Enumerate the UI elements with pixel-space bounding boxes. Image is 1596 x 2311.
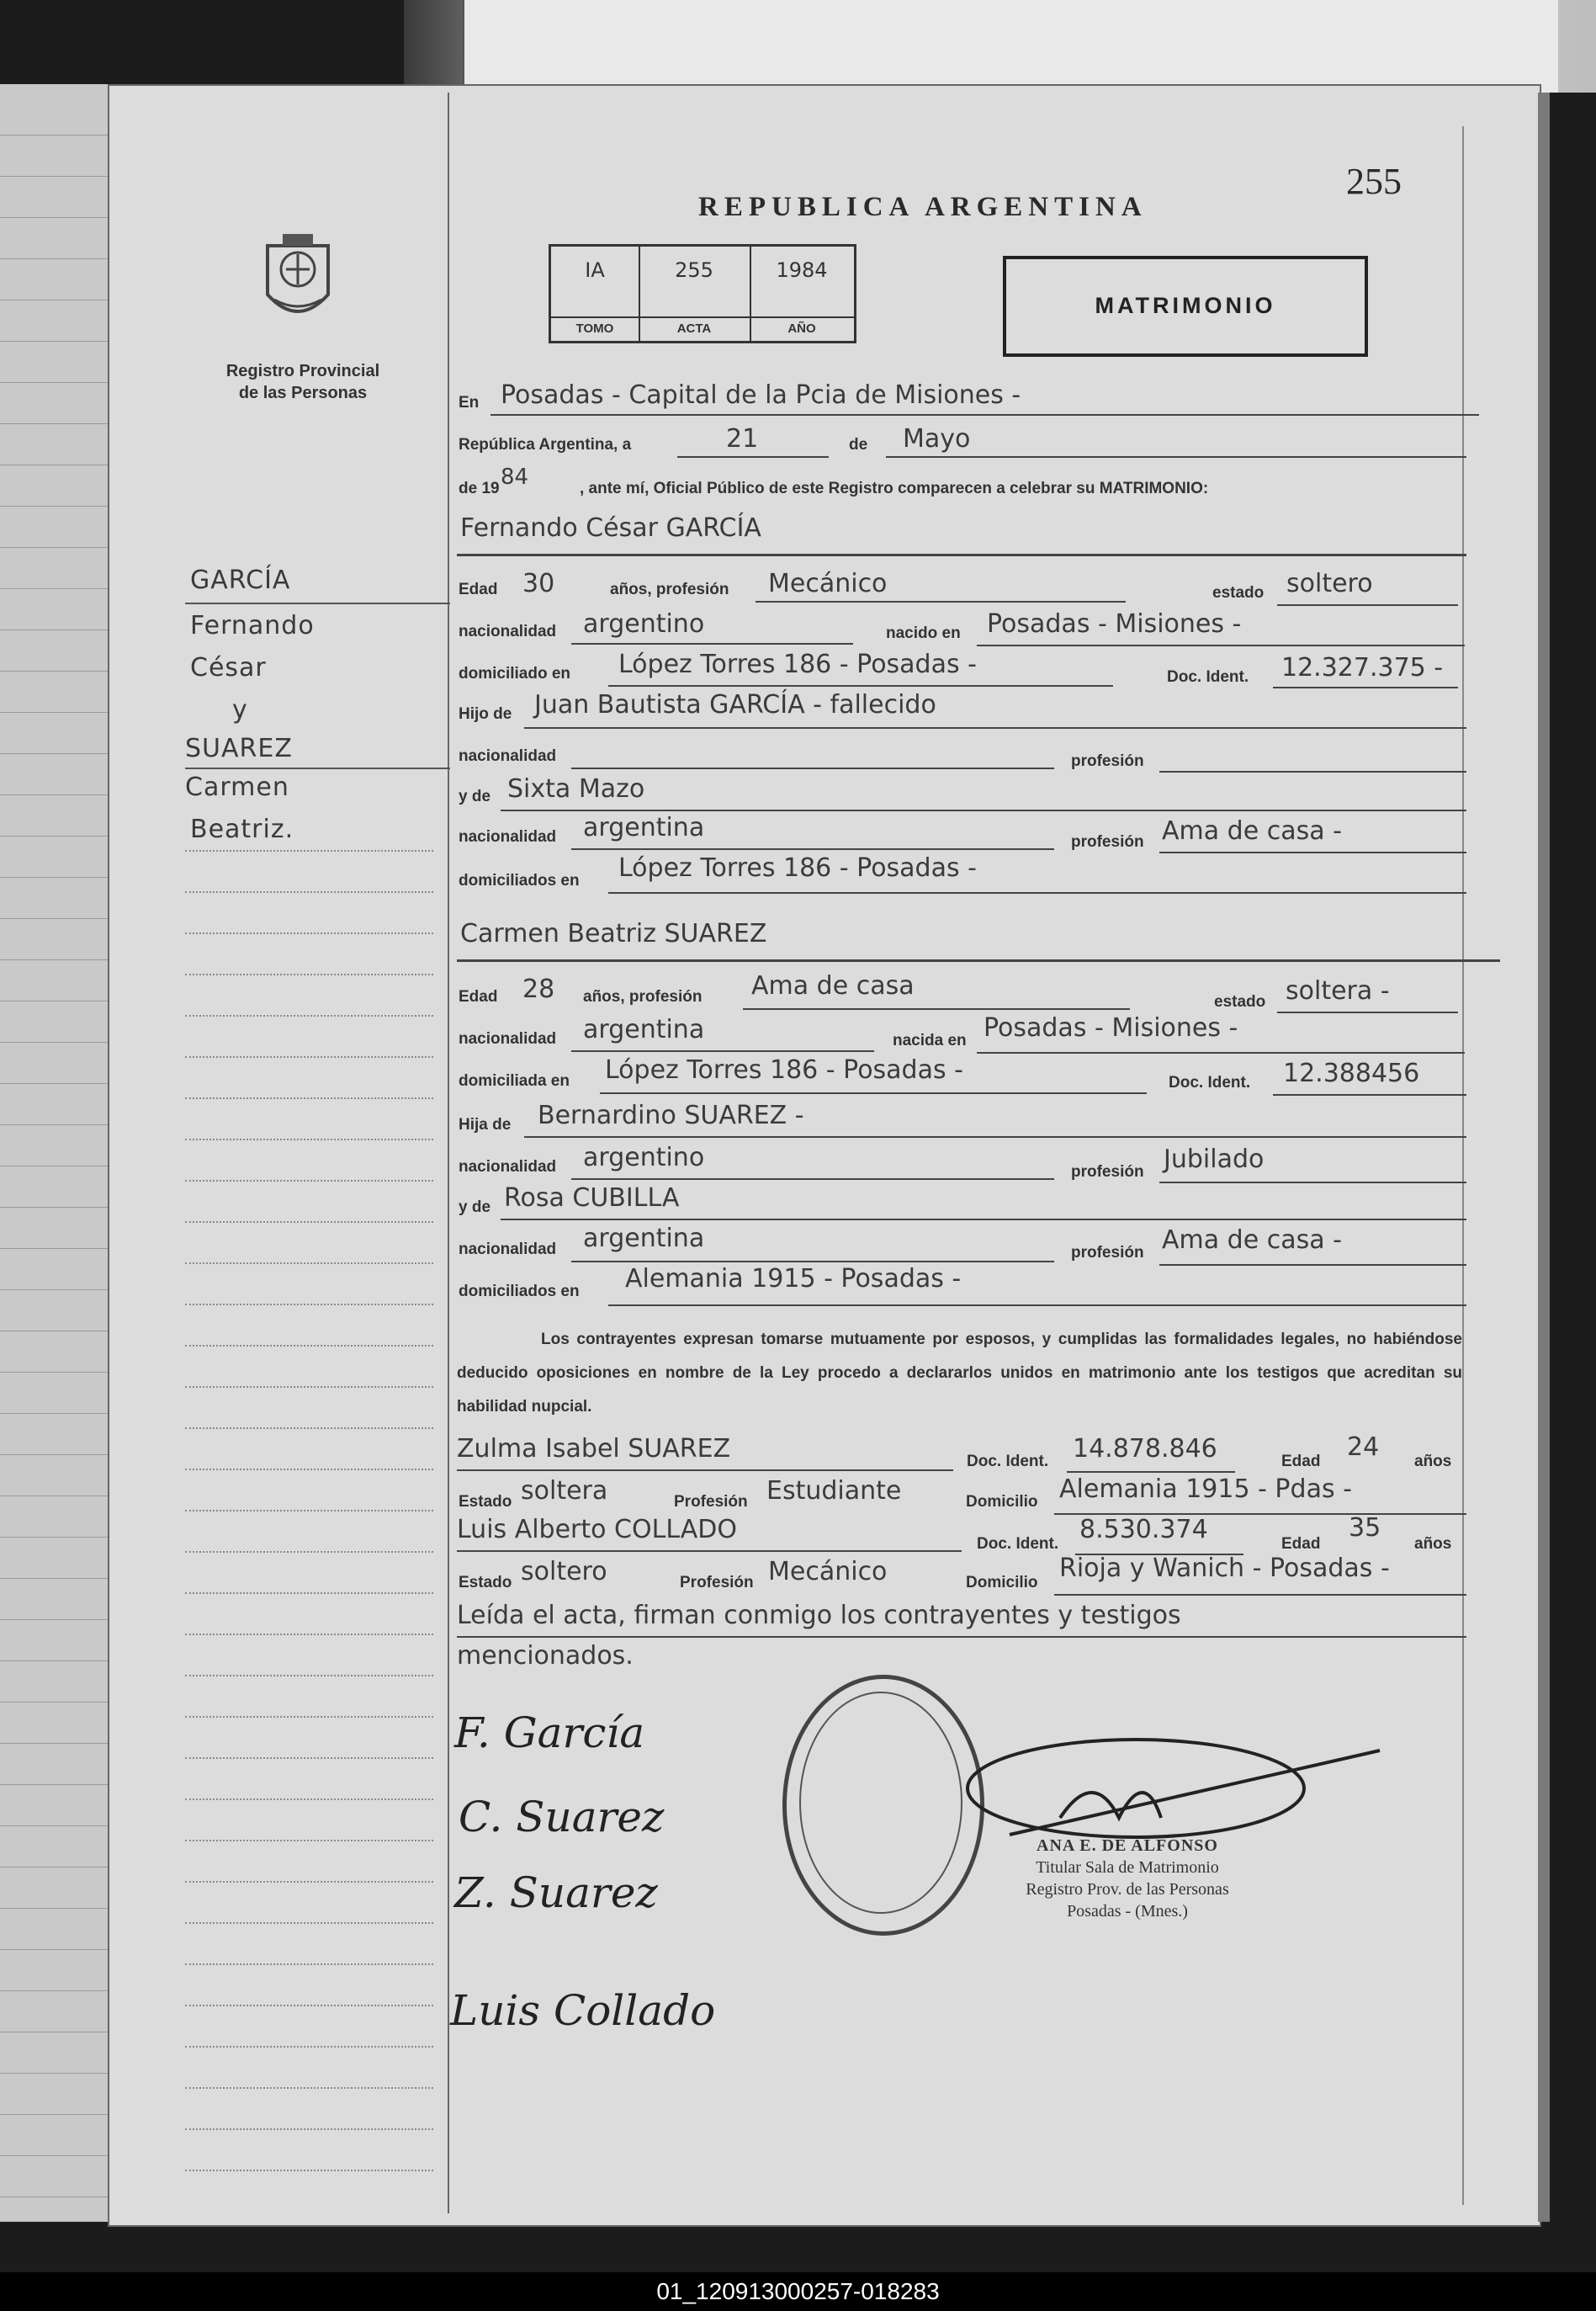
margin-dotted-line (185, 2046, 433, 2048)
bride-full-name: Carmen Beatriz SUAREZ (460, 919, 767, 948)
place-value: Posadas - Capital de la Pcia de Misiones - (501, 380, 1021, 410)
groom-address: López Torres 186 - Posadas - (618, 650, 977, 679)
estado-label: Estado (459, 1574, 512, 1591)
bride-birthplace: Posadas - Misiones - (984, 1013, 1238, 1043)
witness1-profession: Estudiante (766, 1476, 902, 1506)
bride-father-profession: Jubilado (1164, 1145, 1265, 1174)
underline (1273, 1094, 1466, 1096)
domiciliados-label: domiciliados en (459, 872, 580, 890)
margin-dotted-line (185, 1304, 433, 1305)
previous-page-line (0, 588, 114, 589)
edad-label: Edad (459, 581, 498, 598)
previous-page-line (0, 794, 114, 795)
margin-dotted-line (185, 1634, 433, 1635)
anio-label: AÑO (750, 316, 854, 336)
estado-label: estado (1212, 584, 1265, 602)
groom-full-name: Fernando César GARCÍA (460, 513, 761, 543)
underline (571, 1178, 1054, 1180)
bride-parents-address-row (457, 1264, 1466, 1308)
acta-cell (639, 247, 751, 341)
groom-nationality: argentino (583, 609, 705, 639)
official-name: ANA E. DE ALFONSO (1037, 1836, 1218, 1855)
previous-page-line (0, 2114, 114, 2115)
margin-dotted-line (185, 1015, 433, 1017)
domiciliado-label: domiciliado en (459, 665, 571, 683)
margin-dotted-line (185, 1510, 433, 1511)
doc-label: Doc. Ident. (967, 1453, 1049, 1470)
previous-page-line (0, 1784, 114, 1785)
previous-page-line (0, 1248, 114, 1249)
profesion-label: profesión (1071, 1163, 1144, 1181)
official-title: Titular Sala de Matrimonio (1036, 1858, 1219, 1877)
month-value: Mayo (903, 424, 971, 454)
signature-witness2: Luis Collado (450, 1986, 716, 2035)
tomo-cell (551, 247, 640, 341)
declaration-text: Los contrayentes expresan tomarse mutuamente por esposos, y cumplidas las formalidades legales, no habiéndose deducido oposiciones en nombre de la Ley procedo a declararlos unidos en matrimonio ante los testigos que acreditan su habilidad nupcial. (457, 1331, 1462, 1416)
margin-dotted-line (185, 1881, 433, 1883)
signature-bride: C. Suarez (459, 1793, 665, 1841)
statement-text: , ante mí, Oficial Público de este Registro comparecen a celebrar su MATRIMONIO: (580, 480, 1209, 497)
previous-page-line (0, 712, 114, 713)
doc-label: Doc. Ident. (1167, 668, 1249, 686)
underline (571, 768, 1054, 769)
closing-row (457, 1602, 1466, 1678)
previous-page-line (0, 341, 114, 342)
doc-label: Doc. Ident. (977, 1535, 1059, 1553)
underline (1159, 1264, 1466, 1266)
domicilio-label: Domicilio (966, 1493, 1038, 1511)
underline (501, 1219, 1466, 1220)
republica-label: República Argentina, a (459, 436, 632, 454)
signature-groom: F. García (454, 1708, 645, 1757)
previous-page-line (0, 1619, 114, 1620)
witness2-address: Rioja y Wanich - Posadas - (1059, 1554, 1390, 1583)
margin-dotted-line (185, 1180, 433, 1182)
year-suffix: 84 (501, 465, 529, 490)
margin-dotted-line (185, 1716, 433, 1718)
previous-page-line (0, 2073, 114, 2074)
nacionalidad-label: nacionalidad (459, 1241, 557, 1258)
underline (571, 1261, 1054, 1262)
tomo-value: IA (585, 258, 605, 282)
previous-page-line (0, 1042, 114, 1043)
bride-father-nat-row (457, 1143, 1466, 1185)
underline (1273, 687, 1458, 688)
bride-profession: Ama de casa (751, 971, 915, 1001)
groom-doc: 12.327.375 - (1281, 653, 1444, 683)
anos-profesion-label: años, profesión (610, 581, 729, 598)
act-type-box (1003, 256, 1368, 357)
previous-page-line (0, 1949, 114, 1950)
bride-mother-row (457, 1185, 1466, 1224)
witness1-address: Alemania 1915 - Pdas - (1059, 1474, 1352, 1504)
underline (457, 1636, 1466, 1638)
underline (501, 810, 1466, 811)
witness1-age: 24 (1347, 1432, 1380, 1462)
domiciliada-label: domiciliada en (459, 1072, 570, 1090)
underline (600, 1092, 1147, 1094)
bride-father-row (457, 1102, 1466, 1141)
margin-groom-name2: César (190, 653, 267, 683)
groom-nat-row (457, 611, 1466, 650)
groom-birthplace: Posadas - Misiones - (987, 609, 1242, 639)
tomo-label: TOMO (551, 316, 639, 336)
margin-dotted-line (185, 1345, 433, 1347)
groom-estado: soltero (1286, 569, 1373, 598)
en-label: En (459, 394, 480, 412)
nacionalidad-label: nacionalidad (459, 623, 557, 640)
column-rule (448, 93, 449, 2213)
witness2-name: Luis Alberto COLLADO (457, 1515, 737, 1544)
margin-dotted-line (185, 1056, 433, 1058)
registry-line-2: de las Personas (238, 384, 368, 402)
previous-page-line (0, 2155, 114, 2156)
margin-rule (185, 603, 450, 604)
margin-dotted-line (185, 891, 433, 893)
underline (571, 848, 1054, 850)
profesion-label: Profesión (674, 1493, 748, 1511)
witness1-detail-row (457, 1474, 1466, 1517)
previous-page-line (0, 877, 114, 878)
previous-page-line (0, 918, 114, 919)
bride-address-row (457, 1055, 1466, 1099)
y-de-label: y de (459, 788, 491, 805)
underline (457, 554, 1466, 556)
anos-label: años (1414, 1453, 1452, 1470)
underline (571, 1050, 874, 1052)
previous-page-line (0, 1990, 114, 1991)
previous-page-line (0, 217, 114, 218)
witness2-profession: Mecánico (768, 1557, 888, 1586)
anos-profesion-label: años, profesión (583, 988, 703, 1006)
groom-mother-nat-row (457, 813, 1466, 855)
underline (677, 456, 829, 458)
bride-father-nationality: argentino (583, 1143, 705, 1172)
margin-bride-name2: Beatriz. (190, 815, 294, 844)
previous-page-line (0, 506, 114, 507)
official-signature-icon (959, 1717, 1397, 1843)
nacido-label: nacido en (886, 624, 961, 642)
closing-line-2: mencionados. (457, 1641, 634, 1671)
groom-profession: Mecánico (768, 569, 888, 598)
nacionalidad-label: nacionalidad (459, 747, 557, 765)
statement-row (457, 465, 1466, 507)
margin-dotted-line (185, 2087, 433, 2089)
bride-estado: soltera - (1286, 976, 1390, 1006)
underline (977, 1052, 1465, 1054)
previous-page-line (0, 836, 114, 837)
underline (1277, 1012, 1458, 1013)
domicilio-label: Domicilio (966, 1574, 1038, 1591)
groom-mother-profession: Ama de casa - (1162, 816, 1342, 846)
previous-page-line (0, 1537, 114, 1538)
margin-dotted-line (185, 1097, 433, 1099)
previous-page-line (0, 1413, 114, 1414)
bride-nat-row (457, 1013, 1466, 1057)
underline (756, 601, 1126, 603)
previous-page-line (0, 1660, 114, 1661)
previous-page-line (0, 959, 114, 960)
bride-mother: Rosa CUBILLA (504, 1183, 680, 1213)
margin-dotted-line (185, 1798, 433, 1800)
margin-dotted-line (185, 1386, 433, 1388)
bride-father: Bernardino SUAREZ - (538, 1101, 804, 1130)
acta-value: 255 (675, 258, 713, 282)
bride-mother-nationality: argentina (583, 1224, 705, 1253)
country-title: REPUBLICA ARGENTINA (698, 192, 1148, 222)
doc-label: Doc. Ident. (1169, 1074, 1251, 1092)
previous-page-line (0, 753, 114, 754)
groom-age-row (457, 569, 1466, 608)
underline (571, 643, 853, 645)
witness1-doc: 14.878.846 (1073, 1434, 1217, 1464)
bride-name-row (457, 917, 1466, 956)
groom-address-row (457, 650, 1466, 692)
margin-dotted-line (185, 1469, 433, 1470)
underline (457, 1469, 953, 1471)
previous-page-line (0, 1702, 114, 1703)
underline (608, 685, 1113, 687)
margin-dotted-line (185, 1963, 433, 1965)
acta-label: ACTA (639, 316, 750, 336)
bride-nationality: argentina (583, 1015, 705, 1044)
profesion-label: profesión (1071, 752, 1144, 770)
previous-page-line (0, 382, 114, 383)
groom-parents-address: López Torres 186 - Posadas - (618, 853, 977, 883)
previous-page-line (0, 547, 114, 548)
groom-mother: Sixta Mazo (507, 774, 645, 804)
groom-parents-address-row (457, 853, 1466, 897)
margin-bride-name1: Carmen (185, 773, 289, 802)
hija-label: Hija de (459, 1116, 512, 1134)
underline (1159, 852, 1466, 853)
underline (608, 1304, 1466, 1306)
page-edge (1538, 93, 1550, 2222)
bride-mother-profession: Ama de casa - (1162, 1225, 1342, 1255)
record-id-box (549, 244, 856, 343)
underline (490, 414, 1479, 416)
day-value: 21 (726, 424, 759, 454)
margin-dotted-line (185, 1592, 433, 1594)
margin-dotted-line (185, 1675, 433, 1676)
year-prefix: de 19 (459, 480, 500, 497)
province-seal-icon (262, 229, 333, 328)
margin-dotted-line (185, 1221, 433, 1223)
margin-dotted-line (185, 1139, 433, 1140)
groom-age: 30 (522, 569, 555, 598)
underline (608, 892, 1466, 894)
bride-doc: 12.388456 (1283, 1059, 1420, 1088)
witness2-doc: 8.530.374 (1079, 1515, 1208, 1544)
edad-label: Edad (1281, 1535, 1321, 1553)
margin-groom-surname: GARCÍA (190, 566, 291, 595)
witness2-age: 35 (1349, 1513, 1381, 1543)
y-de-label: y de (459, 1198, 491, 1216)
underline (457, 959, 1500, 962)
official-block (959, 1835, 1296, 1922)
registry-title (185, 360, 421, 404)
groom-father: Juan Bautista GARCÍA - fallecido (534, 690, 936, 720)
previous-page-line (0, 671, 114, 672)
underline (743, 1008, 1130, 1010)
domiciliados-label: domiciliados en (459, 1283, 580, 1300)
previous-page-line (0, 176, 114, 177)
underline (524, 1136, 1466, 1138)
margin-dotted-line (185, 1840, 433, 1841)
anos-label: años (1414, 1535, 1452, 1553)
profesion-label: profesión (1071, 833, 1144, 851)
underline (1159, 1182, 1466, 1183)
nacionalidad-label: nacionalidad (459, 1158, 557, 1176)
bride-age: 28 (522, 975, 555, 1004)
previous-page-line (0, 1083, 114, 1084)
previous-page-line (0, 1825, 114, 1826)
date-row (457, 424, 1466, 463)
bride-age-row (457, 971, 1466, 1015)
margin-dotted-line (185, 1262, 433, 1264)
place-row (457, 380, 1466, 419)
previous-page-line (0, 1454, 114, 1455)
nacionalidad-label: nacionalidad (459, 1030, 557, 1048)
margin-dotted-line (185, 2005, 433, 2006)
previous-page-line (0, 1207, 114, 1208)
book-background-top (404, 0, 1596, 93)
previous-page-line (0, 1743, 114, 1744)
margin-dotted-line (185, 974, 433, 975)
groom-mother-row (457, 774, 1466, 813)
previous-page-line (0, 1289, 114, 1290)
previous-page-line (0, 1578, 114, 1579)
bride-address: López Torres 186 - Posadas - (605, 1055, 963, 1085)
closing-line-1: Leída el acta, firman conmigo los contrayentes y testigos (457, 1601, 1181, 1630)
underline (457, 1550, 962, 1552)
hijo-label: Hijo de (459, 705, 512, 723)
anio-value: 1984 (776, 258, 828, 282)
underline (977, 645, 1465, 646)
act-type: MATRIMONIO (1095, 293, 1276, 318)
bride-mother-nat-row (457, 1224, 1466, 1267)
groom-father-nat-row (457, 737, 1466, 776)
estado-label: estado (1214, 993, 1266, 1011)
margin-dotted-line (185, 2128, 433, 2130)
groom-name-row (457, 510, 1466, 549)
groom-father-row (457, 690, 1466, 734)
image-id-footer: 01_120913000257-018283 (0, 2272, 1596, 2311)
margin-dotted-line (185, 850, 433, 852)
profesion-label: Profesión (680, 1574, 754, 1591)
margin-dotted-line (185, 1757, 433, 1759)
margin-rule (185, 768, 450, 769)
underline (524, 727, 1466, 729)
groom-mother-nationality: argentina (583, 813, 705, 842)
underline (1159, 771, 1466, 773)
official-city: Posadas - (Mnes.) (1067, 1902, 1188, 1921)
margin-dotted-line (185, 932, 433, 934)
previous-page-edge (0, 84, 116, 2222)
margin-bride-surname: SUAREZ (185, 734, 293, 763)
previous-page-line (0, 1124, 114, 1125)
previous-page-line (0, 258, 114, 259)
edad-label: Edad (1281, 1453, 1321, 1470)
official-stamp-inner (799, 1692, 962, 1914)
witness1-estado: soltera (521, 1476, 608, 1506)
nacida-label: nacida en (893, 1032, 967, 1049)
profesion-label: profesión (1071, 1244, 1144, 1262)
underline (1067, 1471, 1235, 1473)
underline (1054, 1594, 1466, 1596)
estado-label: Estado (459, 1493, 512, 1511)
margin-groom-name1: Fernando (190, 611, 315, 640)
bride-parents-address: Alemania 1915 - Posadas - (625, 1264, 962, 1294)
de-label: de (849, 436, 868, 454)
margin-dotted-line (185, 1551, 433, 1553)
edad-label: Edad (459, 988, 498, 1006)
anio-cell (750, 247, 854, 341)
witness1-row (457, 1432, 1466, 1478)
witness2-detail-row (457, 1554, 1466, 1597)
underline (886, 456, 1466, 458)
nacionalidad-label: nacionalidad (459, 828, 557, 846)
margin-dotted-line (185, 1922, 433, 1924)
signature-witness1: Z. Suarez (454, 1868, 658, 1917)
official-org: Registro Prov. de las Personas (1026, 1880, 1229, 1899)
page-number: 255 (1346, 161, 1402, 202)
previous-page-line (0, 1372, 114, 1373)
margin-connector: y (232, 695, 248, 725)
previous-page-line (0, 1908, 114, 1909)
previous-page-line (0, 423, 114, 424)
witness1-name: Zulma Isabel SUAREZ (457, 1434, 731, 1464)
margin-dotted-line (185, 2170, 433, 2171)
witness2-estado: soltero (521, 1557, 607, 1586)
registry-line-1: Registro Provincial (225, 362, 380, 380)
underline (1277, 604, 1458, 606)
margin-dotted-line (185, 1427, 433, 1429)
